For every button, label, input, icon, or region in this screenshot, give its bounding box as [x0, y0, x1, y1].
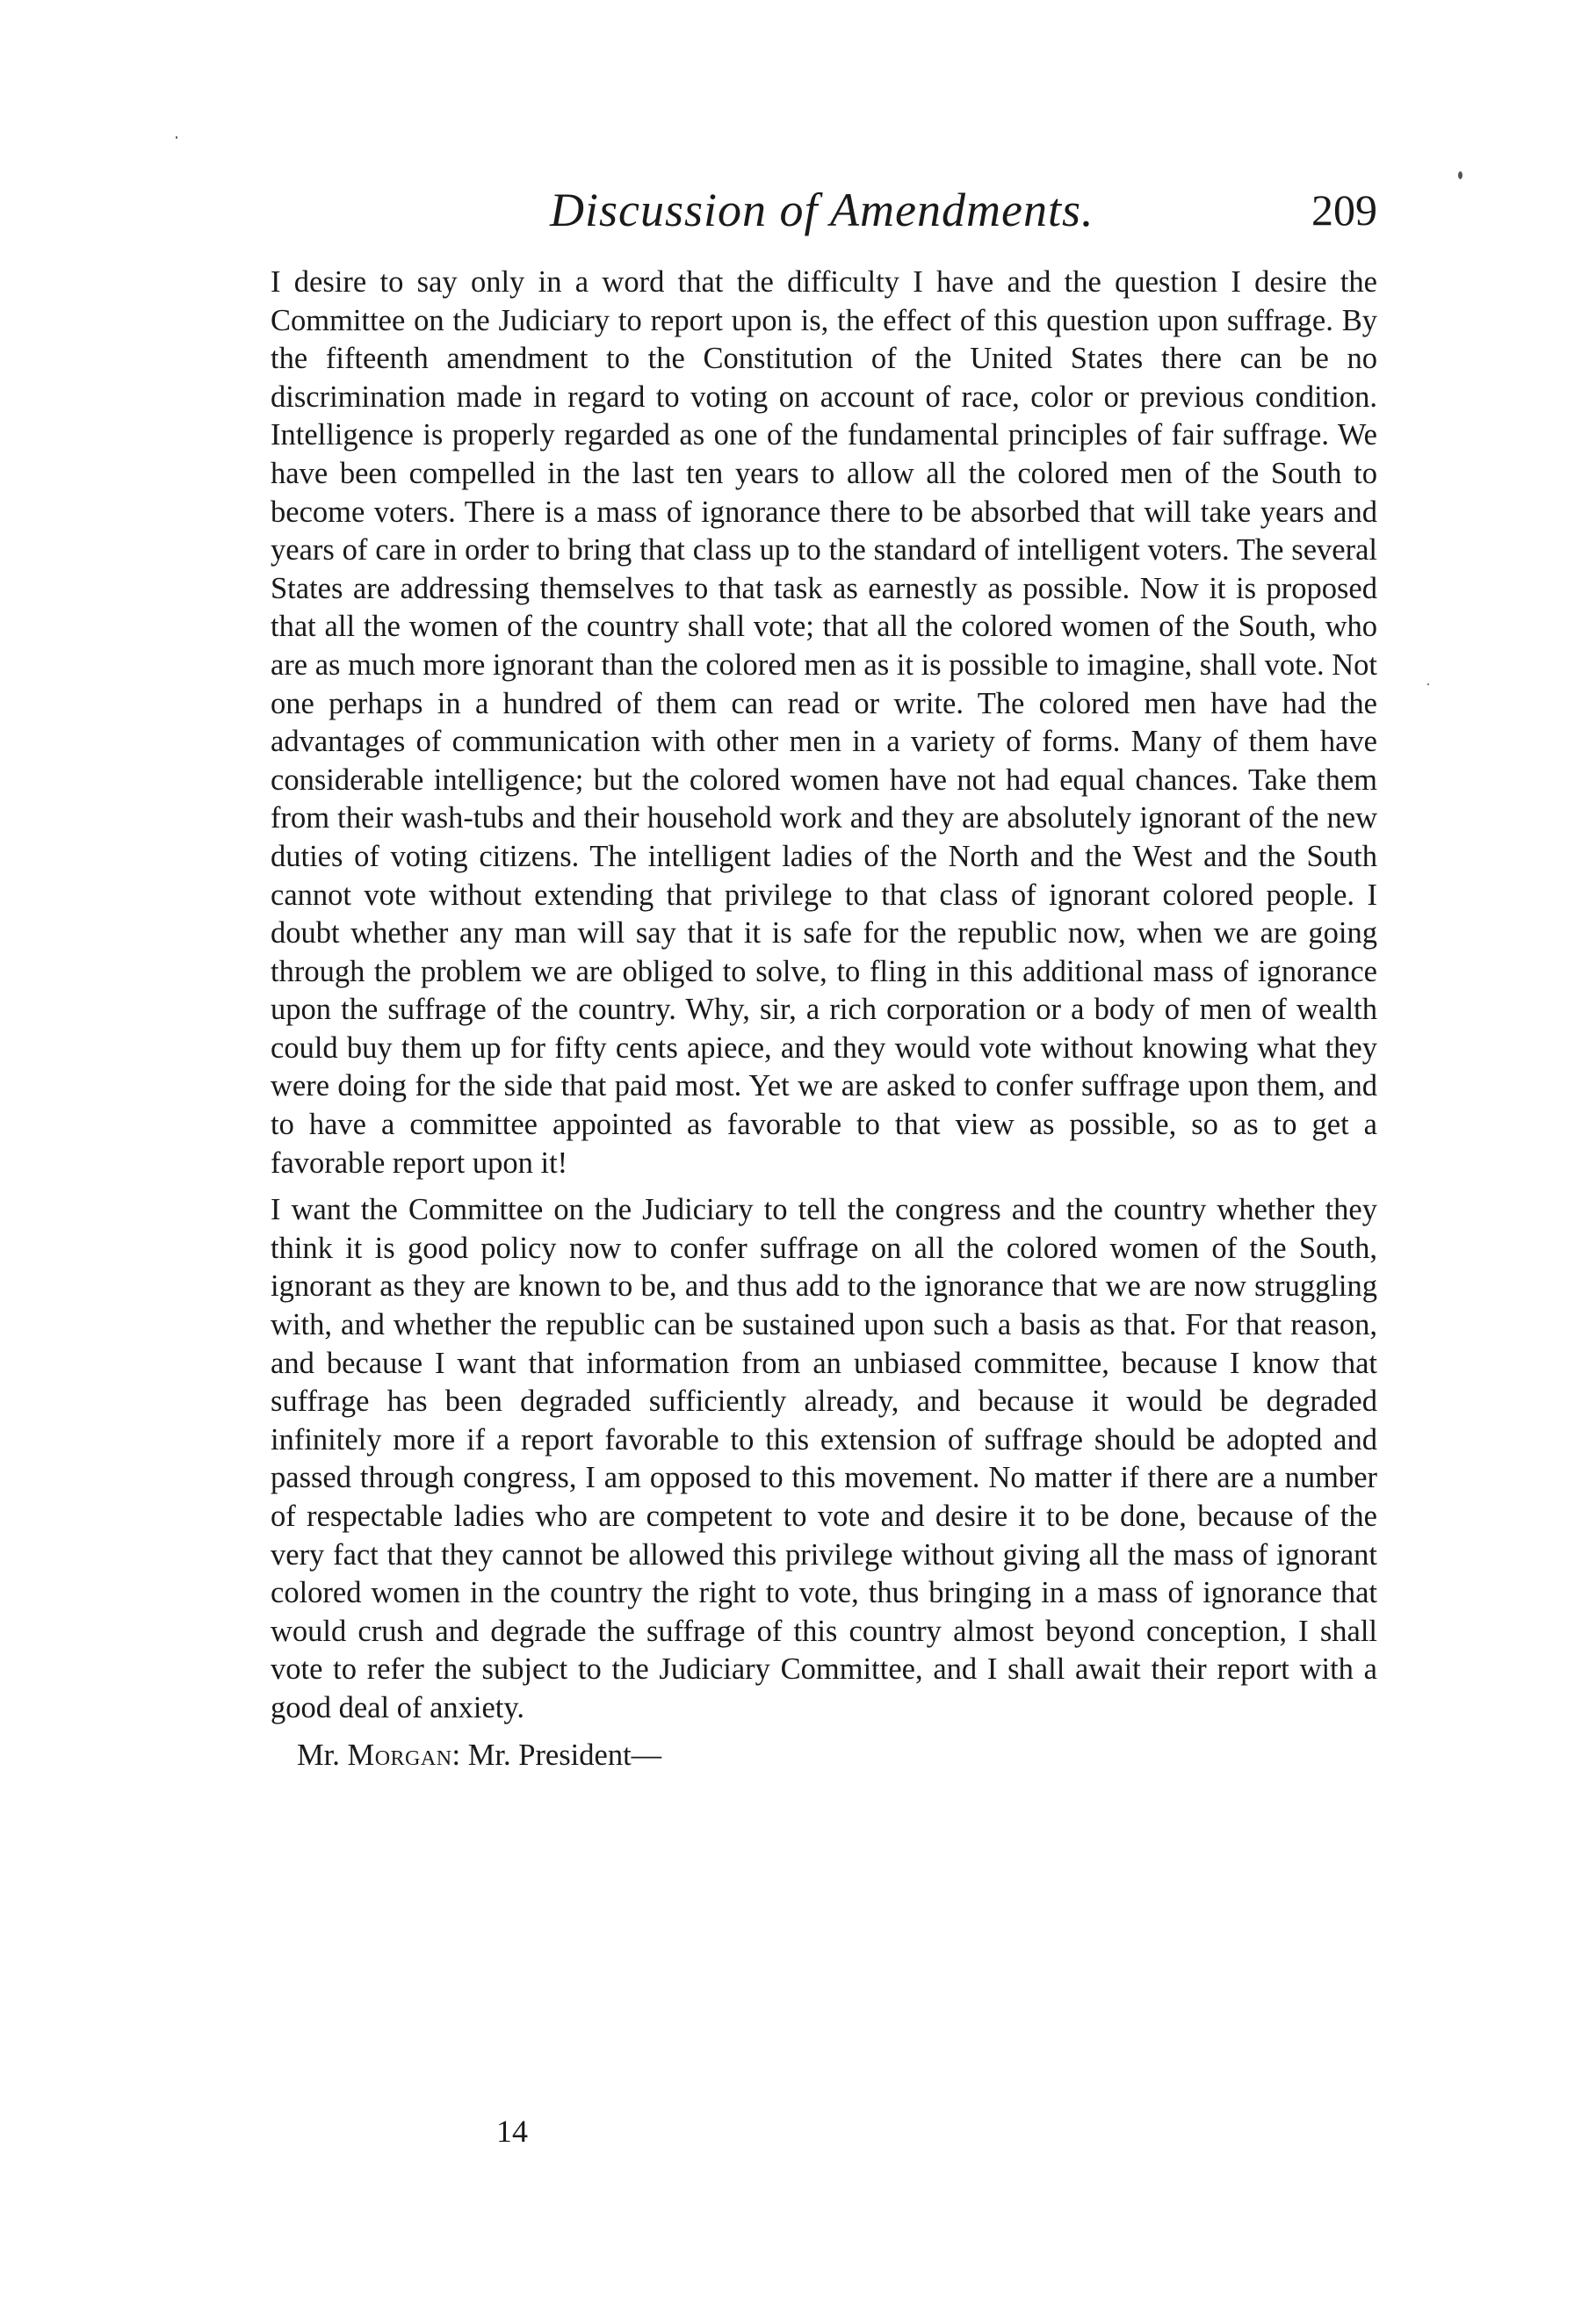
- paragraph-2: I want the Committee on the Judiciary to tell the congress and the country whether they think it is good policy now to confer suffrage on all the colored women of the South, ignorant as they are known to be, and thus add to the ignorance that we are now struggling with, and whether the republic can be sustained upon such a basis as that. For that reason, and because I want that information from an unbiased committee, because I know that suffrage has been degraded sufficiently already, and because it would be degraded infinitely more if a report favorable to this extension of suffrage should be adopted and passed through congress, I am opposed to this movement. No matter if there are a number of respectable ladies who are competent to vote and desire it to be done, because of the very fact that they cannot be allowed this privilege without giving all the mass of ignorant colored women in the country the right to vote, thus bringing in a mass of ignorance that would crush and degrade the suffrage of this country almost beyond conception, I shall vote to refer the subject to the Judiciary Committee, and I shall await their report with a good deal of anxiety.: [271, 1193, 1377, 1724]
- running-title: Discussion of Amendments.: [550, 184, 1094, 236]
- ink-speck: [1458, 171, 1462, 179]
- ink-speck: [1427, 683, 1429, 685]
- speaker-title: Mr.: [297, 1738, 340, 1772]
- paragraph-1: I desire to say only in a word that the difficulty I have and the question I desire the Committee on the Judiciary to report upon is, the effect of this question upon suffrage. By the fifteenth amendment to the Constitution of the United States there can be no discrimination made in regard to voting on account of race, color or previous condition. Intelligence is properly regarded as one of the fundamental principles of fair suffrage. We have been compelled in the last ten years to allow all the colored men of the South to become voters. There is a mass of ignorance there to be absorbed that will take years and years of care in order to bring that class up to the standard of intelligent voters. The several States are addressing themselves to that task as earnestly as possible. Now it is proposed that all the women of the country shall vote; that all the colored women of the South, who are as much more ignorant than the colored men as it is possible to imagine, shall vote. Not one perhaps in a hundred of them can read or write. The colored men have had the advantages of communication with other men in a variety of forms. Many of them have considerable intelligence; but the colored women have not had equal chances. Take them from their wash-tubs and their household work and they are absolutely ignorant of the new duties of voting citizens. The intelligent ladies of the North and the West and the South cannot vote without extending that privilege to that class of ignorant colored people. I doubt whether any man will say that it is safe for the republic now, when we are going through the problem we are obliged to solve, to fling in this additional mass of ignorance upon the suffrage of the country. Why, sir, a rich corporation or a body of men of wealth could buy them up for fifty cents apiece, and they would vote without knowing what they were doing for the side that paid most. Yet we are asked to confer suffrage upon them, and to have a committee appointed as favorable to that view as possible, so as to get a favorable report upon it!: [271, 265, 1377, 1180]
- speaker-text: : Mr. President—: [451, 1738, 662, 1772]
- body-text: [271, 264, 1377, 1775]
- speaker-name: Morgan: [347, 1738, 452, 1772]
- ink-speck: [176, 136, 177, 139]
- page-number: 209: [1311, 185, 1377, 235]
- page-header: [271, 183, 1377, 244]
- speaker-line: [297, 1737, 1377, 1775]
- signature-mark: 14: [496, 2114, 528, 2149]
